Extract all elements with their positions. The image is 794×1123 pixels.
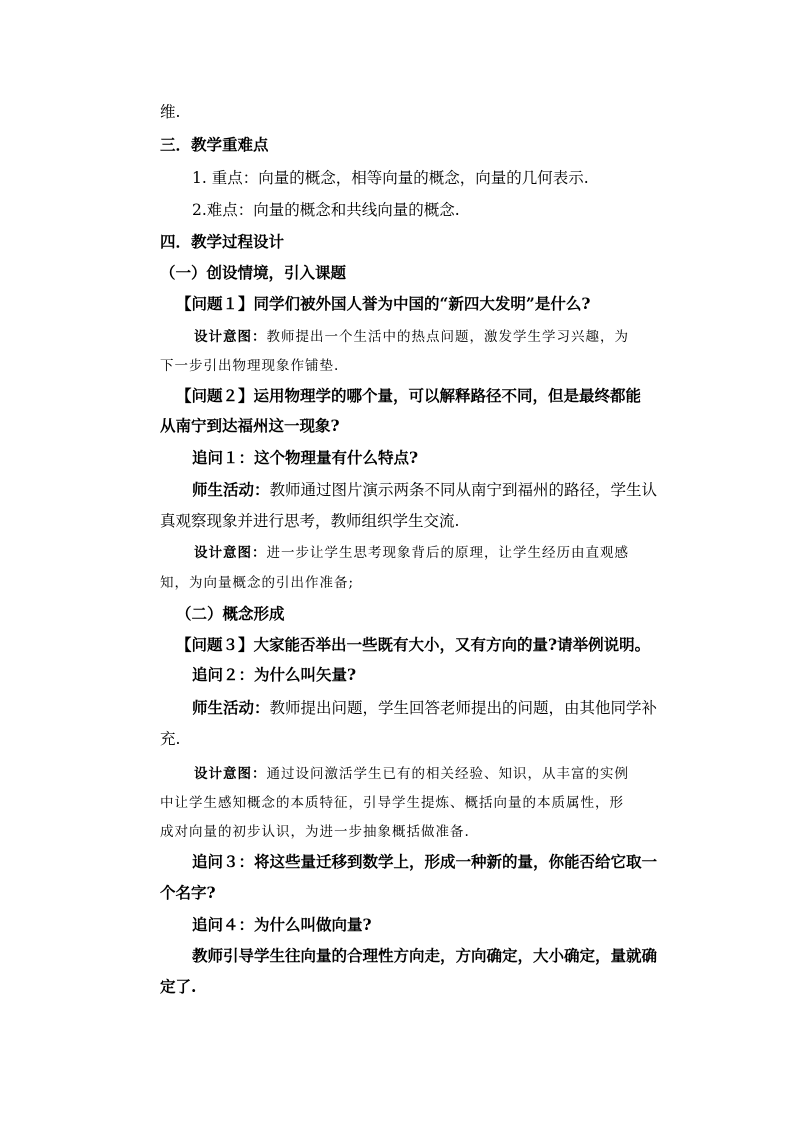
text: 【问题３】大家能否举出一些既有大小，又有方向的量?请举例说明。 — [176, 635, 651, 654]
question-line — [176, 292, 696, 314]
question-line — [176, 384, 696, 406]
paragraph-line — [160, 100, 680, 122]
subsection-heading — [160, 261, 680, 283]
text: 教师提出一个生活中的热点问题，激发学生学习兴趣，为 — [266, 329, 629, 345]
text: 进一步让学生思考现象背后的原理，让学生经历由直观感 — [266, 545, 629, 561]
section-heading — [160, 230, 680, 252]
text: 1. 重点：向量的概念，相等向量的概念，向量的几何表示. — [192, 169, 589, 187]
paragraph-line — [192, 198, 712, 220]
text: 充. — [160, 730, 181, 748]
follow-up-question — [192, 446, 712, 468]
text: 教师提出问题，学生回答老师提出的问题，由其他同学补 — [269, 699, 658, 717]
activity-line — [192, 478, 712, 500]
heading-text: （二）概念形成 — [176, 604, 285, 623]
follow-up-question — [192, 913, 712, 935]
follow-up-question — [192, 663, 712, 685]
design-intent-line — [160, 820, 680, 840]
subsection-heading — [176, 602, 696, 624]
text: 真观察现象并进行思考，教师组织学生交流. — [160, 512, 460, 530]
text: 维. — [160, 103, 181, 121]
text: 【问题１】同学们被外国人誉为中国的“新四大发明”是什么? — [176, 294, 591, 313]
text: 定了. — [160, 977, 197, 996]
label: 师生活动： — [192, 698, 270, 717]
label: 师生活动： — [192, 480, 270, 499]
paragraph-line — [192, 944, 712, 966]
design-intent-line — [194, 762, 714, 782]
text: 追问１：这个物理量有什么特点? — [192, 448, 419, 467]
paragraph-line — [192, 166, 712, 188]
text: 2.难点：向量的概念和共线向量的概念. — [192, 201, 460, 219]
design-intent-line — [160, 791, 680, 811]
design-intent-line — [160, 354, 680, 374]
text: 下一步引出物理现象作铺垫. — [160, 358, 340, 374]
text: 追问３：将这些量迁移到数学上，形成一种新的量，你能否给它取一 — [192, 852, 658, 871]
question-line — [160, 414, 680, 436]
section-heading — [160, 133, 680, 155]
label: 设计意图： — [194, 545, 267, 561]
paragraph-line — [160, 975, 680, 997]
text: 追问４：为什么叫做向量? — [192, 915, 372, 934]
text: 知，为向量概念的引出作准备; — [160, 575, 355, 591]
label: 设计意图： — [194, 766, 267, 782]
follow-up-question — [160, 881, 680, 903]
text: 【问题２】运用物理学的哪个量，可以解释路径不同，但是最终都能 — [176, 386, 642, 405]
design-intent-line — [194, 541, 714, 561]
activity-line — [160, 727, 680, 749]
text: 中让学生感知概念的本质特征，引导学生提炼、概括向量的本质属性，形 — [160, 795, 624, 811]
text: 教师通过图片演示两条不同从南宁到福州的路径，学生认 — [269, 481, 658, 499]
label: 设计意图： — [194, 329, 267, 345]
text: 成对向量的初步认识，为进一步抽象概括做准备. — [160, 824, 470, 840]
text: 通过设问激活学生已有的相关经验、知识，从丰富的实例 — [266, 766, 629, 782]
heading-text: （一）创设情境，引入课题 — [160, 263, 347, 282]
text: 从南宁到达福州这一现象? — [160, 416, 340, 435]
activity-line — [192, 696, 712, 718]
question-line — [176, 633, 696, 655]
text: 教师引导学生往向量的合理性方向走，方向确定，大小确定，量就确 — [192, 946, 658, 965]
design-intent-line — [194, 325, 714, 345]
heading-text: 四．教学过程设计 — [160, 232, 285, 251]
text: 个名字? — [160, 883, 216, 902]
follow-up-question — [192, 850, 712, 872]
heading-text: 三．教学重难点 — [160, 135, 269, 154]
activity-line — [160, 509, 680, 531]
design-intent-line — [160, 571, 680, 591]
text: 追问２：为什么叫矢量? — [192, 665, 357, 684]
